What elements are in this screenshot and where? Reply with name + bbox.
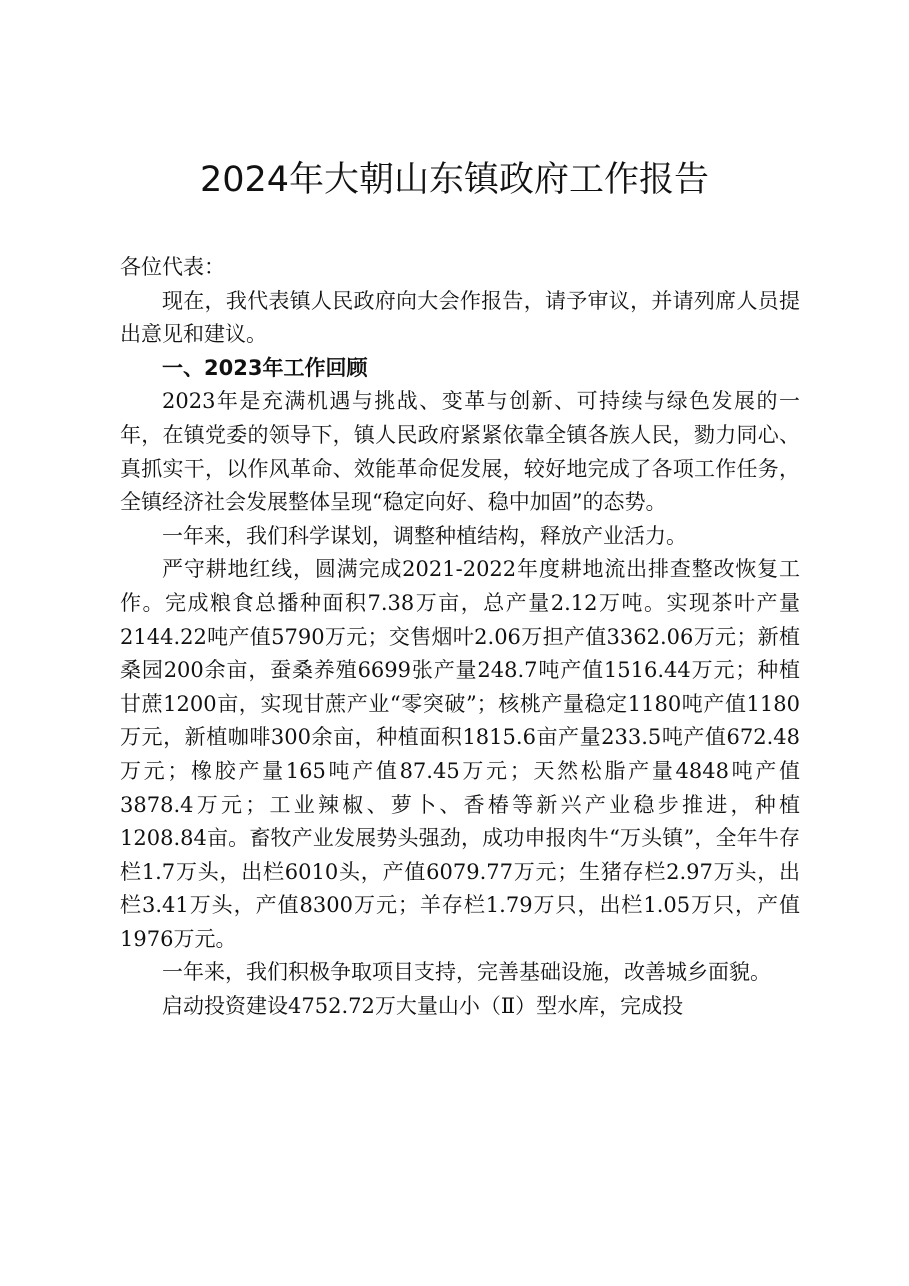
document-title: 2024年大朝山东镇政府工作报告 [199,160,710,200]
paragraph-infrastructure-details: 启动投资建设4752.72万大量山小（Ⅱ）型水库，完成投 [162,994,684,1019]
paragraph-infrastructure-lead: 一年来，我们积极争取项目支持，完善基础设施，改善城乡面貌。 [162,960,771,985]
salutation: 各位代表： [120,255,225,279]
paragraph-agriculture-details: 严守耕地红线，圆满完成2021-2022年度耕地流出排查整改恢复工作。完成粮食总播种面积7.38万亩，总产量2.12万吨。实现茶叶产量2144.22吨产值5790万元；交售烟叶2.06万担产值3362.06万元；新植桑园200余亩，蚕桑养殖6699张产量248.7吨产值1516.44万元；种植甘蔗1200亩，实现甘蔗产业“零突破”；核桃产量稳定1180吨产值1180万元，新植咖啡300余亩，种植面积1815.6亩产量233.5吨产值672.48万元；橡胶产量165吨产值87.45万元；天然松脂产量4848吨产值3878.4万元；工业辣椒、萝卜、香椿等新兴产业稳步推进，种植1208.84亩。畜牧产业发展势头强劲，成功申报肉牛“万头镇”，全年牛存栏1.7万头，出栏6010头，产值6079.77万元；生猪存栏2.97万头，出栏3.41万头，产值8300万元；羊存栏1.79万只，出栏1.05万只，产值1976万元。 [120,557,800,951]
paragraph-intro: 现在，我代表镇人民政府向大会作报告，请予审议，并请列席人员提出意见和建议。 [120,288,800,347]
paragraph-agriculture-lead: 一年来，我们科学谋划，调整种植结构，释放产业活力。 [162,523,687,548]
section-heading: 一、2023年工作回顾 [162,355,368,380]
paragraph-overview: 2023年是充满机遇与挑战、变革与创新、可持续与绿色发展的一年，在镇党委的领导下，镇人民政府紧紧依靠全镇各族人民，勠力同心、真抓实干，以作风革命、效能革命促发展，较好地完成了各项工作任务，全镇经济社会发展整体呈现“稳定向好、稳中加固”的态势。 [120,389,800,515]
document-body [120,251,800,1024]
